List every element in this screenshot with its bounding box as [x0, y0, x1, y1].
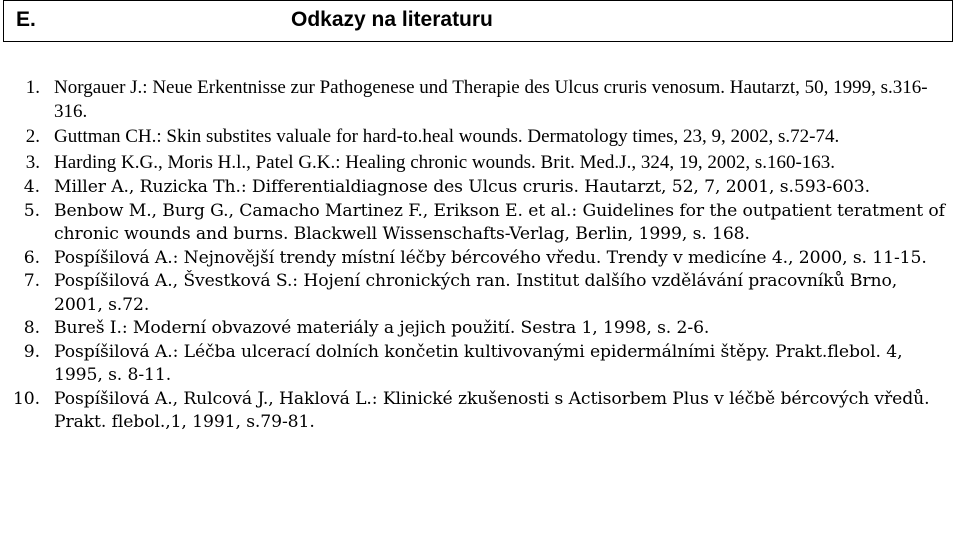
reference-number: 7. — [23, 271, 40, 291]
reference-text: Pospíšilová A., Rulcová J., Haklová L.: Klinické zkušenosti s Actisorbem Plus v léčbě bércových vředů. Prakt. flebol.,1, 1991, s.79-81. — [54, 388, 930, 432]
reference-item-4 — [0, 176, 960, 200]
reference-item-6 — [0, 247, 960, 271]
reference-number: 8. — [23, 318, 40, 338]
reference-item-7 — [0, 270, 960, 317]
reference-number: 2. — [25, 126, 40, 147]
page-title: Odkazy na literaturu — [291, 8, 493, 31]
reference-number: 1. — [25, 77, 40, 98]
reference-number: 10. — [12, 388, 40, 409]
reference-text: Bureš I.: Moderní obvazové materiály a jejich použití. Sestra 1, 1998, s. 2-6. — [54, 318, 710, 338]
reference-number: 5. — [23, 200, 40, 221]
reference-item-2 — [0, 125, 960, 149]
reference-number: 4. — [23, 177, 40, 197]
reference-item-10 — [0, 388, 960, 435]
reference-text: Norgauer J.: Neue Erkentnisse zur Pathogenese und Therapie des Ulcus cruris venosum. Hautarzt, 50, 1999, s.316-316. — [54, 77, 928, 122]
reference-text: Miller A., Ruzicka Th.: Differentialdiagnose des Ulcus cruris. Hautarzt, 52, 7, 2001, s.593-603. — [54, 177, 870, 197]
reference-item-8 — [0, 317, 960, 341]
reference-text: Benbow M., Burg G., Camacho Martinez F., Erikson E. et al.: Guidelines for the outpatient teratment of chronic wounds and burns. Blackwell Wissenschafts-Verlag, Berlin, 1999, s. 168. — [54, 200, 945, 244]
reference-text: Pospíšilová A.: Léčba ulcerací dolních končetin kultivovanými epidermálními štěpy. Prakt.flebol. 4, 1995, s. 8-11. — [54, 341, 903, 385]
reference-item-9 — [0, 341, 960, 388]
reference-number: 9. — [23, 341, 40, 362]
section-header — [3, 0, 953, 42]
reference-number: 3. — [25, 151, 40, 173]
section-letter: E. — [16, 8, 36, 31]
reference-item-5 — [0, 200, 960, 247]
reference-text: Harding K.G., Moris H.l., Patel G.K.: Healing chronic wounds. Brit. Med.J., 324, 19, 2002, s.160-163. — [54, 151, 836, 173]
reference-text: Pospíšilová A., Švestková S.: Hojení chronických ran. Institut dalšího vzdělávání pracovníků Brno, 2001, s.72. — [54, 271, 898, 315]
reference-item-1 — [0, 76, 960, 123]
reference-item-3 — [0, 151, 960, 175]
reference-list — [0, 76, 960, 435]
reference-number: 6. — [23, 247, 40, 268]
reference-text: Guttman CH.: Skin substites valuale for hard-to.heal wounds. Dermatology times, 23, 9, 2002, s.72-74. — [54, 126, 840, 147]
reference-text: Pospíšilová A.: Nejnovější trendy místní léčby bércového vředu. Trendy v medicíne 4., 2000, s. 11-15. — [54, 247, 927, 268]
